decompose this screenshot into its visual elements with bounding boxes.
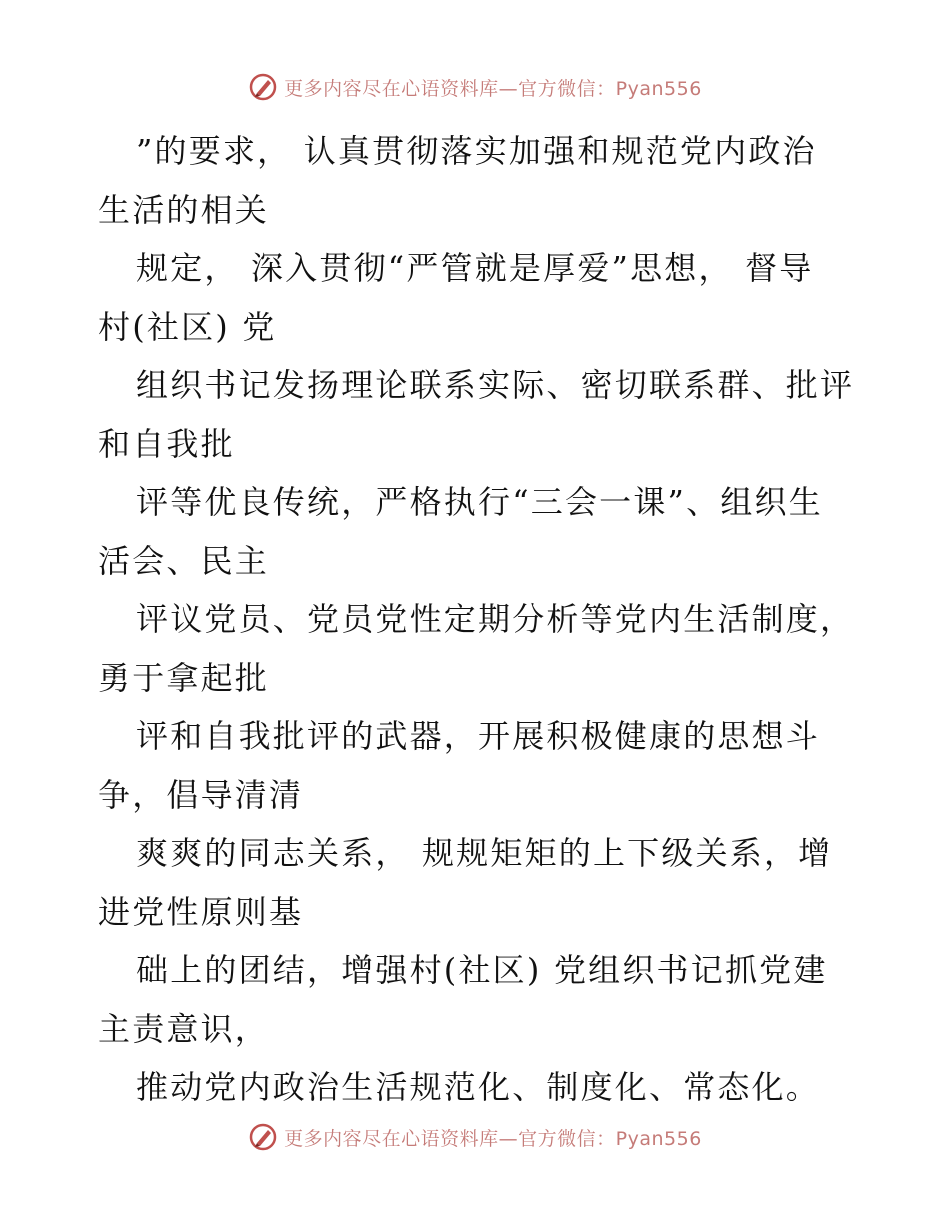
footer-banner [0,1122,950,1152]
text-line: ”的要求， 认真贯彻落实加强和规范党内政治 [136,132,817,170]
text-line: 主责意识， [98,1009,270,1048]
text-line: 评议党员、党员党性定期分析等党内生活制度， [136,600,855,638]
header-banner-text: 更多内容尽在心语资料库—官方微信：Pyan556 [284,77,702,100]
text-line: 争，倡导清清 [98,775,304,814]
text-line: 生活的相关 [98,190,270,229]
text-line: 评等优良传统，严格执行“三会一课”、组织生 [136,483,823,521]
text-line: 进党性原则基 [98,892,304,931]
text-line: 勇于拿起批 [98,658,270,697]
text-line: 组织书记发扬理论联系实际、密切联系群、批评 [136,366,855,404]
document-body [98,122,858,1117]
header-banner [0,72,950,102]
text-line: 村(社区) 党 [98,307,277,346]
text-line: 爽爽的同志关系， 规规矩矩的上下级关系，增 [136,834,833,872]
text-line: 规定， 深入贯彻“严管就是厚爱”思想， 督导 [136,249,814,287]
pen-logo-icon [248,72,278,102]
text-line: 活会、民主 [98,541,270,580]
text-line: 推动党内政治生活规范化、制度化、常态化。 [136,1068,821,1106]
text-line: 础上的团结，增强村(社区) 党组织书记抓党建 [136,951,828,989]
text-line: 评和自我批评的武器，开展积极健康的思想斗 [136,717,821,755]
footer-banner-text: 更多内容尽在心语资料库—官方微信：Pyan556 [284,1127,702,1150]
pen-logo-icon [248,1122,278,1152]
text-line: 和自我批 [98,424,235,463]
